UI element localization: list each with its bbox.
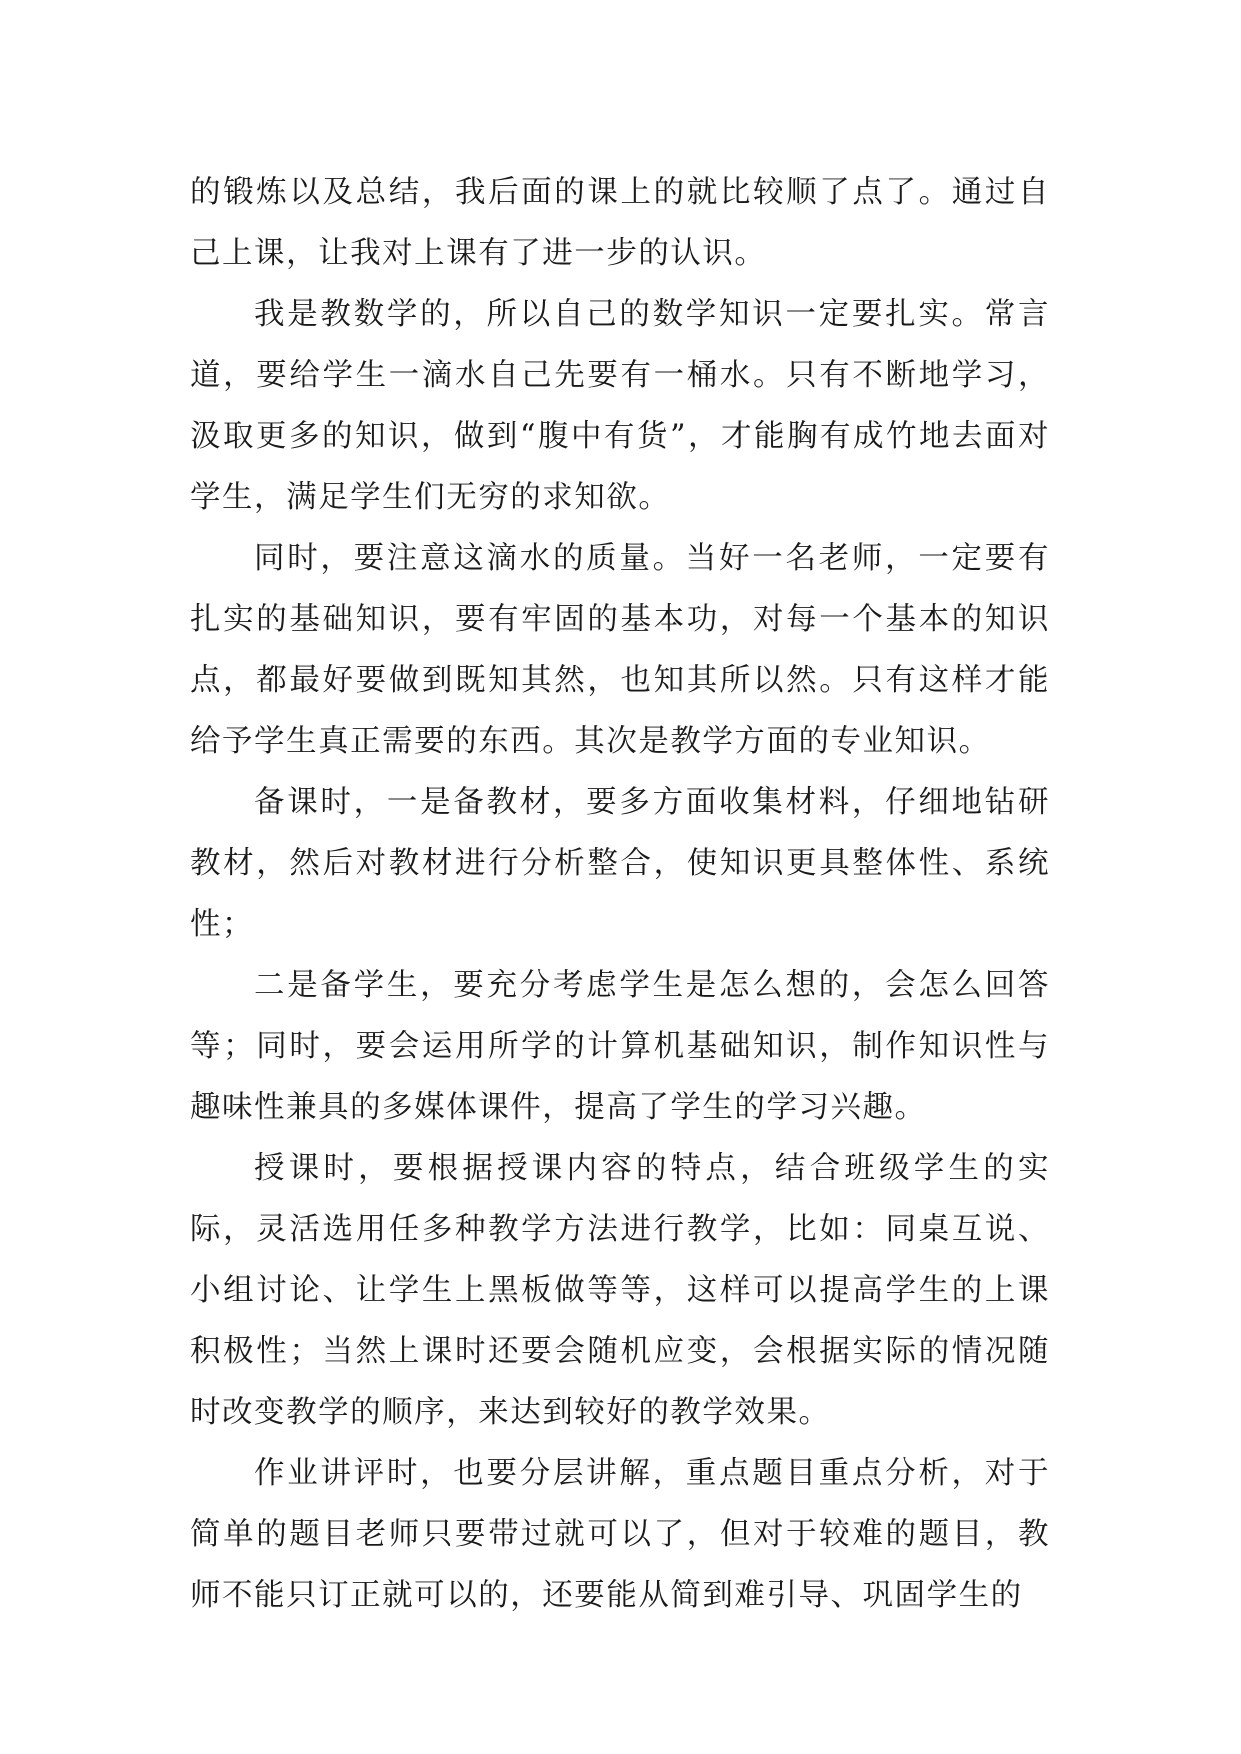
paragraph-6: 授课时，要根据授课内容的特点，结合班级学生的实际，灵活选用任多种教学方法进行教学，比如：同桌互说、小组讨论、让学生上黑板做等等，这样可以提高学生的上课积极性；当然上课时还要会随机应变，会根据实际的情况随时改变教学的顺序，来达到较好的教学效果。: [190, 1151, 1050, 1430]
paragraph-4: 备课时，一是备教材，要多方面收集材料，仔细地钻研教材，然后对教材进行分析整合，使知识更具整体性、系统性；: [190, 785, 1050, 942]
document-body: [190, 162, 1050, 1626]
paragraph-7: 作业讲评时，也要分层讲解，重点题目重点分析，对于简单的题目老师只要带过就可以了，但对于较难的题目，教师不能只订正就可以的，还要能从简到难引导、巩固学生的: [190, 1456, 1050, 1613]
paragraph-1: 的锻炼以及总结，我后面的课上的就比较顺了点了。通过自己上课，让我对上课有了进一步的认识。: [190, 175, 1050, 271]
paragraph-2: 我是教数学的，所以自己的数学知识一定要扎实。常言道，要给学生一滴水自己先要有一桶水。只有不断地学习，汲取更多的知识，做到“腹中有货”，才能胸有成竹地去面对学生，满足学生们无穷的求知欲。: [190, 297, 1050, 515]
paragraph-3: 同时，要注意这滴水的质量。当好一名老师，一定要有扎实的基础知识，要有牢固的基本功，对每一个基本的知识点，都最好要做到既知其然，也知其所以然。只有这样才能给予学生真正需要的东西。其次是教学方面的专业知识。: [190, 541, 1050, 759]
paragraph-5: 二是备学生，要充分考虑学生是怎么想的，会怎么回答等；同时，要会运用所学的计算机基础知识，制作知识性与趣味性兼具的多媒体课件，提高了学生的学习兴趣。: [190, 968, 1050, 1125]
